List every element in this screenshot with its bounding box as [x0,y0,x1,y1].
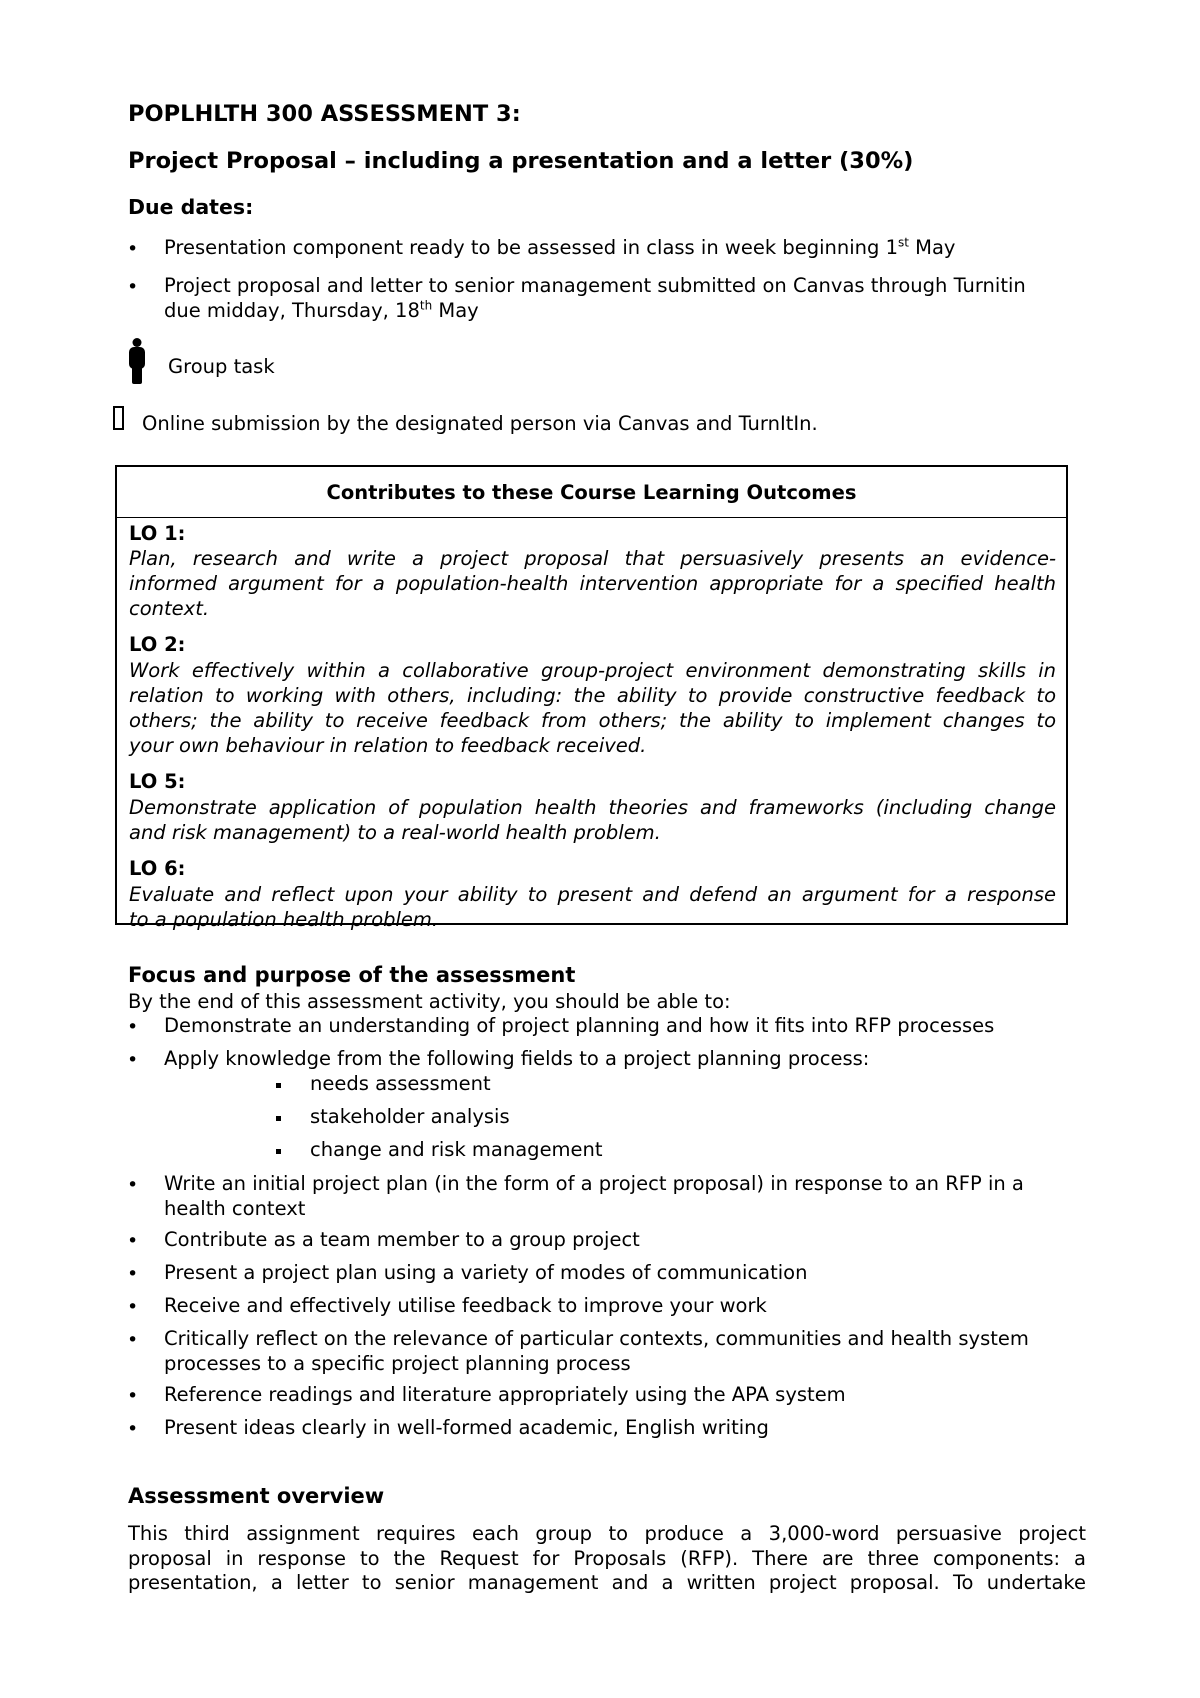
focus-item: Reference readings and literature appropriately using the APA system [164,1383,846,1406]
learning-outcomes-header: Contributes to these Course Learning Outcomes [117,467,1066,518]
learning-outcomes-table [115,465,1068,931]
due-item-2-line2: due midday, Thursday, 18th May [164,298,479,322]
lo-description: Plan, research and write a project proposal that persuasively presents an evidence- informed argument for a population-health intervention appropriate for a specified health context. [129,547,1056,620]
focus-item-continued: health context [164,1197,306,1220]
lo-description: Work effectively within a collaborative group-project environment demonstrating skills in relation to working with others, including: the ability to provide constructive feedback to others; the ability to receive feedback from others; the ability to implement changes to your own behaviour in relation to feedback received. [129,659,1056,757]
focus-item: Contribute as a team member to a group project [164,1228,640,1251]
bullet-icon: • [127,1418,139,1440]
overview-heading: Assessment overview [128,1484,385,1508]
focus-intro: By the end of this assessment activity, you should be able to: [128,990,731,1013]
focus-sub-item: needs assessment [310,1072,491,1095]
bullet-icon: • [127,1174,139,1196]
lo-description: Demonstrate application of population health theories and frameworks (including change and risk management) to a real-world health problem. [129,796,1056,844]
lo-label: LO 2: [129,633,186,656]
focus-item: Receive and effectively utilise feedback to improve your work [164,1294,767,1317]
lo-label: LO 6: [129,857,186,880]
focus-heading: Focus and purpose of the assessment [128,963,576,987]
focus-item: Write an initial project plan (in the form of a project proposal) in response to an RFP in a [164,1172,1024,1195]
online-submission-text: Online submission by the designated person via Canvas and TurnItIn. [142,412,818,435]
bullet-icon: • [127,1230,139,1252]
square-bullet-icon [276,1083,281,1088]
bullet-icon: • [127,276,139,298]
lo-description: Evaluate and reflect upon your ability to present and defend an argument for a response to a population health problem. [129,883,1056,931]
bullet-icon: • [127,1296,139,1318]
bullet-icon: • [127,1016,139,1038]
bullet-icon: • [127,238,139,260]
document-subtitle: Project Proposal – including a presentation and a letter (30%) [128,148,914,174]
due-dates-heading: Due dates: [128,195,254,219]
focus-item-continued: processes to a specific project planning process [164,1352,631,1375]
computer-icon [113,406,124,430]
due-item-1: Presentation component ready to be assessed in class in week beginning 1st May [164,235,956,259]
document-title: POPLHLTH 300 ASSESSMENT 3: [128,101,521,127]
group-task-label: Group task [168,355,275,378]
person-icon [126,338,148,384]
focus-item: Demonstrate an understanding of project planning and how it fits into RFP processes [164,1014,995,1037]
square-bullet-icon [276,1116,281,1121]
due-item-2-line1: Project proposal and letter to senior management submitted on Canvas through Turnitin [164,274,1026,297]
bullet-icon: • [127,1385,139,1407]
focus-item: Present a project plan using a variety of modes of communication [164,1261,808,1284]
bullet-icon: • [127,1329,139,1351]
focus-item: Apply knowledge from the following fields to a project planning process: [164,1047,870,1070]
focus-sub-item: change and risk management [310,1138,603,1161]
square-bullet-icon [276,1149,281,1154]
lo-label: LO 1: [129,522,186,545]
focus-sub-item: stakeholder analysis [310,1105,510,1128]
bullet-icon: • [127,1263,139,1285]
focus-item: Present ideas clearly in well-formed academic, English writing [164,1416,769,1439]
lo-label: LO 5: [129,770,186,793]
overview-paragraph: This third assignment requires each group to produce a 3,000-word persuasive project proposal in response to the Request for Proposals (RFP). There are three components: a presentation, a letter to senior management and a written project proposal. To undertake [128,1522,1086,1594]
bullet-icon: • [127,1049,139,1071]
focus-item: Critically reflect on the relevance of particular contexts, communities and health system [164,1327,1029,1350]
